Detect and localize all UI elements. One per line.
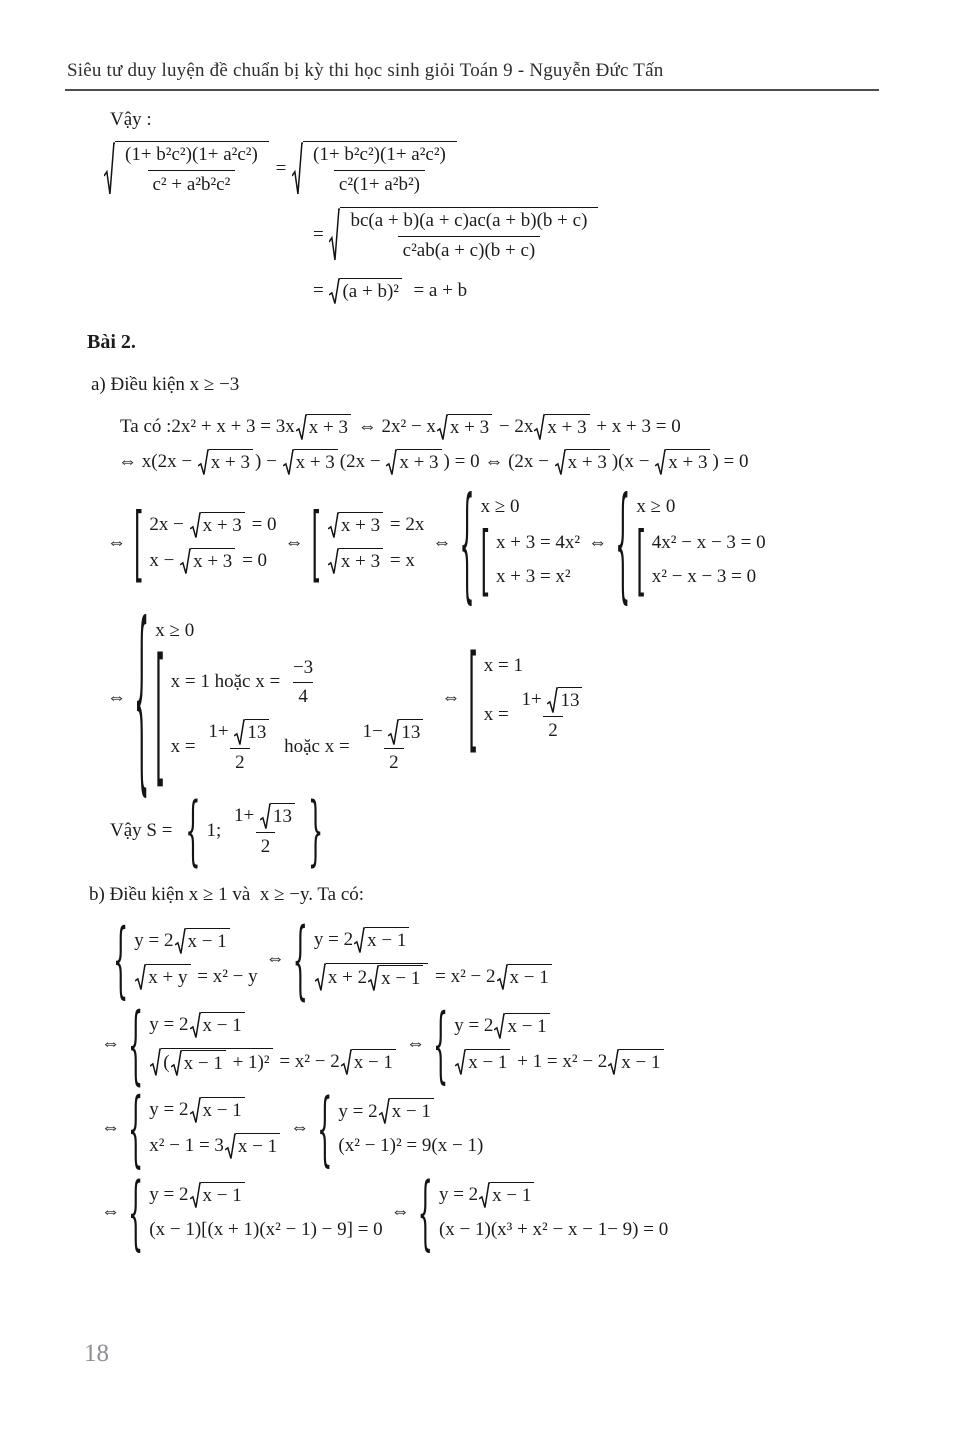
equation-line-3: = (a + b)² = a + b: [313, 278, 467, 305]
part-a-cases-row-2: ⇔ { x ≥ 0 [ x = 1 hoặc x = $\frac{-3}{4}$ x = 1+ 13 2 hoặc x = 1− 13 2 ⇔ [ x = 1 x = 1+ 13 2: [107, 616, 592, 782]
part-b-system-row-1: { y = 2 x − 1 x + y = x² − y ⇔ { y = 2 x − 1 x + 2 x − 1 = x² − 2 x − 1: [113, 924, 554, 995]
part-a-equation-line-2: ⇔ x(2x − x + 3 ) − x + 3 (2x − x + 3 ) = 0 ⇔ (2x − x + 3 )(x − x + 3 ) = 0: [118, 449, 749, 476]
part-b-condition: b) Điều kiện x ≥ 1 và x ≥ −y. Ta có:: [89, 884, 365, 906]
part-b-system-row-4: ⇔ { y = 2 x − 1 (x − 1)[(x + 1)(x² − 1) − 9] = 0 ⇔ { y = 2 x − 1 (x − 1)(x³ + x² − x − 1− 9) = 0: [101, 1165, 669, 1260]
part-a-solution-set: Vậy S = { 1; 1+ 13 2 }: [110, 786, 324, 876]
equation-line-1: $\frac{\text{(1+ b²c²)(1+ a²c²)}}{\text{c² + a²b²c²}}$ = $\frac{\text{(1+ b²c²)(1+ a²c²)}}{\text{c²(1+ a²b²)}}$: [103, 141, 459, 197]
page-number: 18: [84, 1340, 109, 1367]
page-header: [65, 0, 879, 91]
part-b-system-row-3: ⇔ { y = 2 x − 1 x² − 1 = 3 x − 1 ⇔ { y = 2 x − 1 (x² − 1)² = 9(x − 1): [101, 1080, 484, 1178]
header-title: Siêu tư duy luyện đề chuẩn bị kỳ thi học sinh giỏi Toán 9 - Nguyễn Đức Tấn: [67, 60, 664, 81]
vay-label: Vậy :: [110, 109, 152, 130]
equation-line-2: = $\frac{bc(a + b)(a + c)ac(a + b)(b + c)}{\text{c²ab(a + c)(b + c)}}$: [313, 207, 600, 263]
part-a-equation-line-1: Ta có :2x² + x + 3 = 3x x + 3 ⇔ 2x² − x x + 3 − 2x x + 3 + x + 3 = 0: [120, 414, 681, 441]
part-b-system-row-2: ⇔ { y = 2 x − 1 ( x − 1 + 1)² = x² − 2 x − 1 ⇔ { y = 2 x − 1 x − 1 + 1 = x² − 2 x − 1: [101, 1009, 666, 1080]
part-a-cases-row-1: ⇔ [ 2x − x + 3 = 0 x − x + 3 = 0 ⇔ [ x + 3 = 2x x + 3 = x ⇔ { x ≥ 0 [ x + 3 = 4x² x + 3 = x² ⇔ { x ≥ 0 [ 4x² − x − 3 = 0 x² − x − 3 = 0: [107, 470, 766, 617]
problem-2-heading: Bài 2.: [87, 330, 136, 353]
part-a-condition: a) Điều kiện x ≥ −3: [91, 373, 240, 395]
